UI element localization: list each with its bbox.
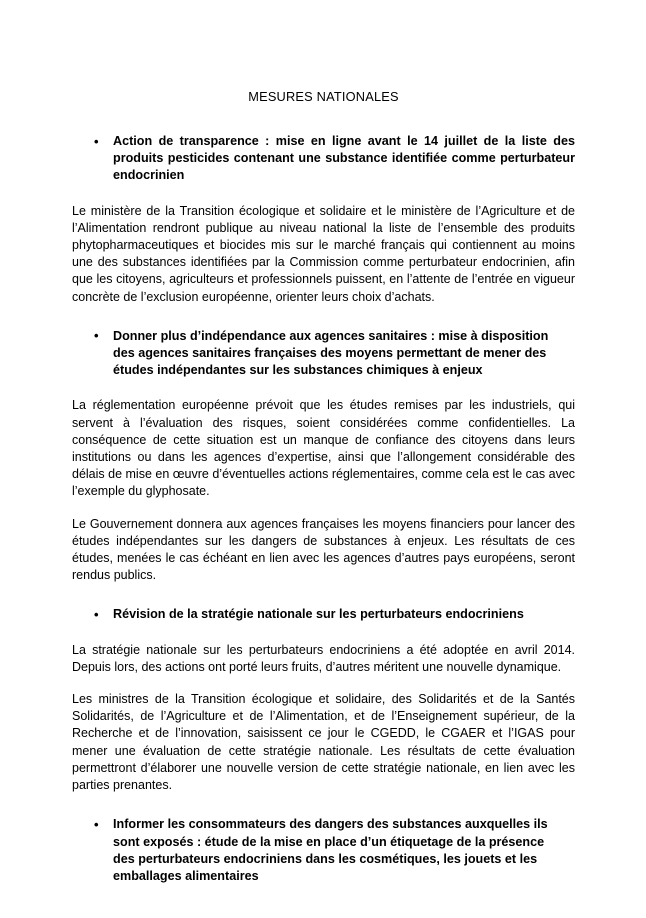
spacer [72, 185, 575, 203]
spacer [72, 306, 575, 328]
paragraph-ministeres-liste: Le ministère de la Transition écologique et solidaire et le ministère de l’Agriculture et de l’Alimentation rendront publique au niveau national la liste de l’ensemble des produits phytopharmaceutiques et biocides mis sur le marché français qui contiennent au moins une des substances identifiées par la Commission comme perturbateur endocrinien, afin que les citoyens, agriculteurs et professionnels puissent, en l’attente de l’entrée en vigueur concrète de l’exclusion européenne, orienter leurs choix d’achats. [72, 203, 575, 304]
bullet-item-revision-strategie: • Révision de la stratégie nationale sur les perturbateurs endocriniens [72, 606, 575, 623]
bullet-item-action-transparence: • Action de transparence : mise en ligne avant le 14 juillet de la liste des produits pesticides contenant une substance identifiée comme perturbateur endocrinien [72, 133, 575, 185]
document-body [72, 0, 575, 885]
bullet-item-independance-agences: • Donner plus d’indépendance aux agences sanitaires : mise à disposition des agences sanitaires françaises des moyens permettant de mener des études indépendantes sur les substances chimiques à enjeux [72, 328, 575, 380]
paragraph-reglementation-europeenne: La réglementation européenne prévoit que les études remises par les industriels, qui servent à l’évaluation des risques, soient considérées comme confidentielles. La conséquence de cette situation est un manque de confiance des citoyens dans leurs institutions ou dans les agences d’expertise, ainsi que l’allongement considérable des délais de mise en œuvre d’éventuelles actions réglementaires, comme cela est le cas avec l’exemple du glyphosate. [72, 398, 576, 499]
spacer [72, 624, 575, 642]
spacer [72, 501, 575, 516]
bullet-item-informer-consommateurs: • Informer les consommateurs des dangers des substances auxquelles ils sont exposés : étude de la mise en place d’un étiquetage de la présence des perturbateurs endocriniens dans les cosmétiques, les jouets et les emballages alimentaires [72, 816, 575, 885]
spacer [72, 379, 575, 397]
spacer [72, 584, 575, 606]
paragraph-ministres-evaluation: Les ministres de la Transition écologique et solidaire, des Solidarités et de la Santés Solidarités, de l’Agriculture et de l’Alimentation, et de l’Enseignement supérieur, de la Recherche et de l’innovation, saisissent ce jour le CGEDD, le CGAER et l’IGAS pour mener une évaluation de cette stratégie nationale. Les résultats de cette évaluation permettront d’élaborer une nouvelle version de cette stratégie nationale, en lien avec les parties prenantes. [72, 692, 575, 793]
spacer-after-title [72, 105, 575, 133]
spacer [72, 794, 575, 816]
page-title: MESURES NATIONALES [248, 89, 399, 104]
paragraph-strategie-2014: La stratégie nationale sur les perturbateurs endocriniens a été adoptée en avril 2014. Depuis lors, des actions ont porté leurs fruits, d’autres méritent une nouvelle dynamique. [72, 642, 575, 674]
spacer [72, 676, 575, 691]
paragraph-gouvernement-moyens: Le Gouvernement donnera aux agences françaises les moyens financiers pour lancer des études indépendantes sur les dangers de substances à enjeux. Les résultats de ces études, menées le cas échéant en lien avec les agences d’autres pays européens, seront rendus publics. [72, 516, 575, 583]
